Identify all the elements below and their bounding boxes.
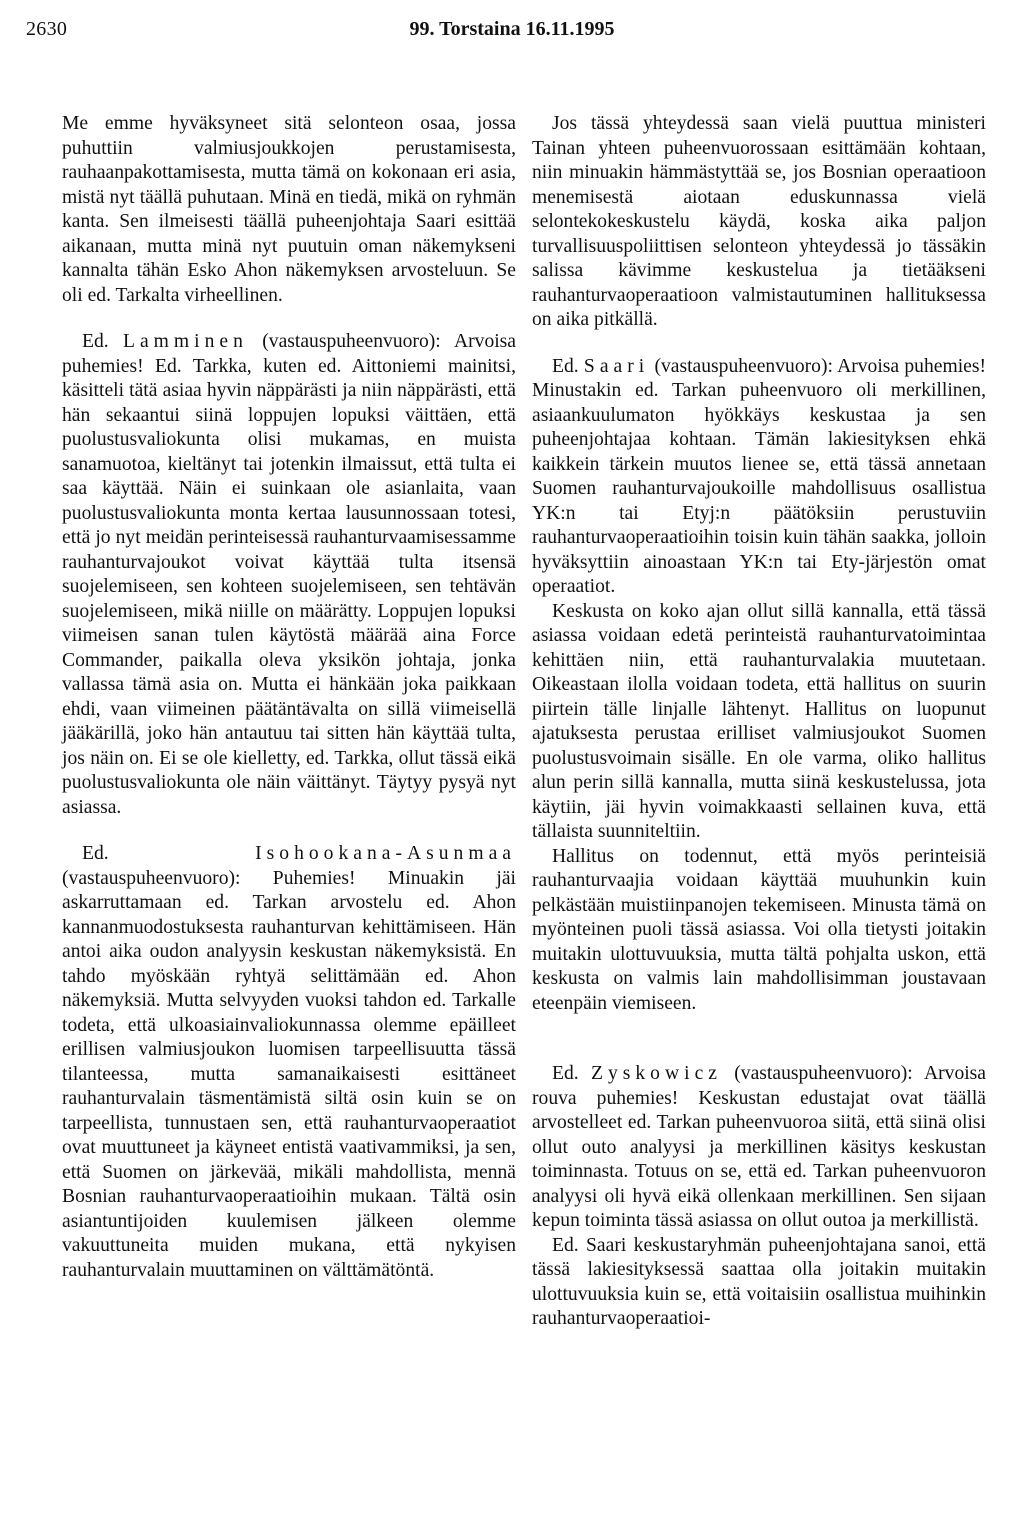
speaker-name: Isohookana-Asunmaa <box>255 843 516 864</box>
speech-zyskowicz <box>532 1062 986 1234</box>
paragraph: Jos tässä yhteydessä saan vielä puuttua ministeri Tainan yhteen puheenvuorossaan esittämään kohtaan, niin minuakin hämmästyttää se, jos Bosnian operaatioon menemisestä aiotaan eduskunnassa vielä selontekokeskustelu käydä, koska aika paljon turvallisuuspoliittisen selonteon yhteydessä jo tässäkin salissa kävimme keskustelua ja tietääkseni rauhanturvaoperaatioon valmistautuminen hallituksessa on aika pitkällä. <box>532 113 986 330</box>
speaker-name: Lamminen <box>123 331 248 352</box>
paragraph: Me emme hyväksyneet sitä selonteon osaa, jossa puhuttiin valmiusjoukkojen perustamisesta, rauhaanpakottamisesta, mutta tämä on kokonaan eri asia, mistä nyt täällä puhutaan. Minä en tiedä, mikä on ryhmän kanta. Sen ilmeisesti täällä puheenjohtaja Saari esittää aikanaan, mutta minä nyt puutuin oman näkemykseni kannalta tähän Esko Ahon näkemyksen arvosteluun. Se oli ed. Tarkalta virheellinen. <box>62 113 516 306</box>
left-column <box>62 112 516 1283</box>
speech-saari <box>532 355 986 600</box>
paragraph: Keskusta on koko ajan ollut sillä kannalla, että tässä asiassa voidaan edetä perinteistä rauhanturvatoimintaa kehittäen niin, että rauhanturvalakia muutetaan. Oikeastaan ilolla voidaan todeta, että hallitus on suurin piirtein tälle linjalle lähtenyt. Hallitus on luopunut ajatuksesta perustaa erilliset valmiusjoukot Suomen puolustusvoimain sisälle. En ole varma, oliko hallitus alun perin sillä kannalla, mutta siinä keskustelussa, jota käytiin, jäi hyvin voimakkaasti sellainen kuva, että tällaista suunniteltiin. <box>532 600 986 842</box>
paragraph: Hallitus on todennut, että myös perinteisiä rauhanturvaajia voidaan käyttää muuhunkin kuin pelkästään muistiinpanojen tekemiseen. Minusta tämä on myönteinen puoli tässä asiassa. Voi olla tietysti joitakin muitakin ulottuvuuksia, mutta tältä pohjalta uskon, että keskusta on valmis lain mahdollisimman joustavaan eteenpäin viemiseen. <box>532 845 986 1014</box>
speech-isohookana-asunmaa <box>62 842 516 1283</box>
speech-text: (vastauspuheenvuoro): Arvoisa puhemies! Ed. Tarkka, kuten ed. Aittoniemi mainitsi, käsitteli tätä asiaa hyvin näppärästi ja niin näppärästi, että hän sekaantui siinä loppujen lopuksi väittäen, että puolustusvaliokunta olisi mukamas, en muista sanamuotoa, kieltänyt tai jotenkin ilmaissut, että tulta ei saa käyttää. Näin ei suinkaan ole asianlaita, vaan puolustusvaliokunta monta kertaa lausunnossaan totesi, että jo nyt meidän perinteisessä rauhanturvaamisessamme rauhanturvajoukot voivat käyttää tulta itsensä suojelemiseen, sen kohteen suojelemiseen, sen tehtävän suojelemiseen, mikä niille on määrätty. Loppujen lopuksi viimeisen sanan tulen käytöstä määrää aina Force Commander, paikalla oleva yksikön johtaja, jonka vallassa tämä asia on. Mutta ei hänkään joka paikkaan ehdi, vaan viimeinen päätäntävalta on sillä viimeisellä jääkärillä, joko hän antautuu tai sitten hän käyttää tulta, jos näin on. Ei se ole kielletty, ed. Tarkka, ollut tässä eikä puolustusvaliokunta ole näin väittänyt. Täytyy pysyä nyt asiassa. <box>62 331 517 818</box>
running-head: 99. Torstaina 16.11.1995 <box>409 18 615 40</box>
right-column <box>532 112 986 1332</box>
speech-text: (vastauspuheenvuoro): Puhemies! Minuakin jäi askarruttamaan ed. Tarkan arvostelu ed. Ahon kannanmuodostuksesta rauhanturvan kehittämiseen. Hän antoi aika oudon analyysin keskustan näkemyksistä. En tahdo myöskään ryhtyä selittämään ed. Ahon näkemyksiä. Mutta selvyyden vuoksi tahdon ed. Tarkalle todeta, että ulkoasiainvaliokunnassa olemme epäilleet erillisen valmiusjoukon luomisen tarpeellisuutta tässä tilanteessa, mutta samanaikaisesti esittäneet rauhanturvalain täsmentämistä siltä osin kuin se on tarpeellista, tunnustaen sen, että rauhanturvaoperaatiot ovat muuttuneet ja käyneet entistä vaativammiksi, ja sen, että Suomen on järkevää, mikäli mahdollista, mennä Bosnian rauhanturvaoperaatioihin mukaan. Tältä osin asiantuntijoiden kuulemisen jälkeen olemme vakuuttuneita muiden mukana, että nykyisen rauhanturvalain muuttaminen on välttämätöntä. <box>62 867 516 1281</box>
speaker-name: Saari <box>583 355 650 377</box>
speech-text: (vastauspuheenvuoro): Arvoisa puhemies! Minustakin ed. Tarkan puheenvuoro oli merkillinen, asiaankuulumaton hyökkäys keskustaa ja sen puheenjohtajaa kohtaan. Tämän lakiesityksen ehkä kaikkein tärkein muutos lienee se, että tässä annetaan Suomen rauhanturvajoukoille mahdollisuus osallistua YK:n tai Etyj:n päätöksiin perustuviin rauhanturvaoperaatioihin toisin kuin tähän saakka, jolloin hyväksyttiin ainoastaan YK:n tai Ety-järjestön omat operaatiot. <box>532 355 986 597</box>
speaker-prefix: Ed. <box>82 331 124 352</box>
speech-text: (vastauspuheenvuoro): Arvoisa rouva puhemies! Keskustan edustajat ovat täällä arvostelleet ed. Tarkan puheenvuoroa siitä, että siinä olisi ollut outo analyysi ja merkillinen käsitys keskustan toiminnasta. Totuus on se, että ed. Tarkan puheenvuoron analyysi oli hyvä eikä ollenkaan merkillinen. Sen sijaan kepun toiminta tässä asiassa on ollut outoa ja merkillistä. <box>532 1063 987 1231</box>
speaker-prefix: Ed. <box>552 1063 591 1084</box>
page-number: 2630 <box>26 18 68 40</box>
speaker-name: Zyskowicz <box>590 1063 722 1084</box>
speaker-prefix: Ed. <box>552 355 584 377</box>
speech-lamminen <box>62 330 516 820</box>
paragraph: Ed. Saari keskustaryhmän puheenjohtajana sanoi, että tässä lakiesityksessä saattaa olla joitakin muitakin ulottuvuuksia kuin se, että voitaisiin osallistua muihinkin rauhanturvaoperaatioi- <box>532 1234 986 1329</box>
speaker-prefix: Ed. <box>82 843 256 864</box>
